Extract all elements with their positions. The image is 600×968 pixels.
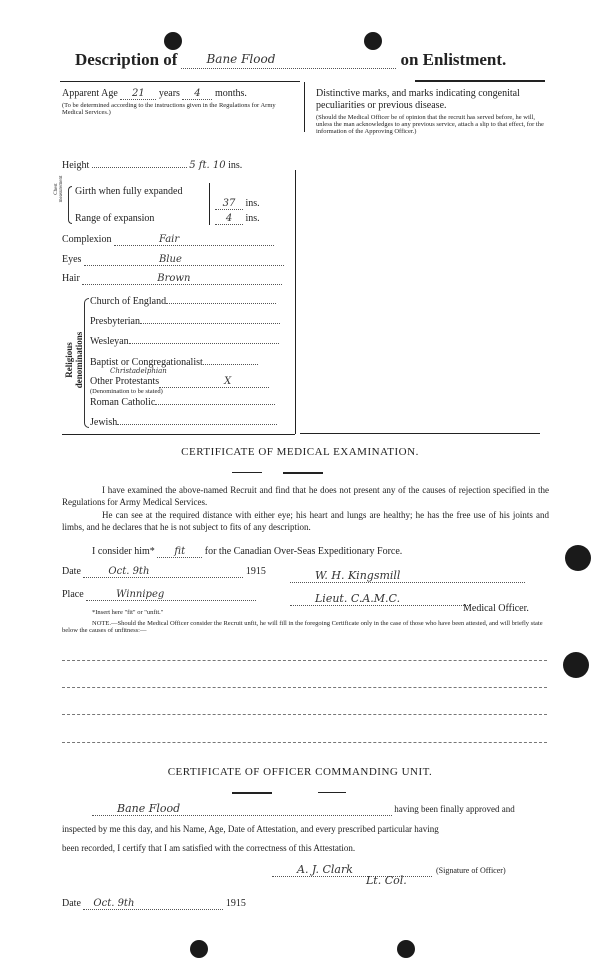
hair-row <box>62 273 292 285</box>
punch-hole <box>364 32 382 50</box>
height-value: 5 ft. 10 <box>189 160 226 171</box>
range-value-row <box>215 213 260 225</box>
commanding-line-1 <box>92 803 549 816</box>
unfitness-line <box>62 687 547 688</box>
fitness-value: fit <box>174 546 186 557</box>
religion-item <box>90 417 290 428</box>
eyes-row <box>62 254 292 266</box>
commanding-text-1: having been finally approved and <box>394 804 515 814</box>
religion-label: Church of England <box>90 296 167 307</box>
religion-label: Wesleyan <box>90 336 129 347</box>
complexion-label: Complexion <box>62 234 112 245</box>
religion-label: Baptist or Congregationalist <box>90 357 203 368</box>
complexion-value: Fair <box>158 234 180 245</box>
medical-date-row <box>62 566 266 578</box>
distinctive-marks-note: (Should the Medical Officer be of opinion that the recruit has served before, he will, unless the man acknowledges to any previous service, attach a slip to that effect, for the information of the Approving Officer.) <box>316 114 544 135</box>
date-label: Date <box>62 566 81 577</box>
religion-item: (Denomination to be stated) <box>90 388 163 395</box>
commanding-date-row <box>62 898 246 910</box>
hair-label: Hair <box>62 273 80 284</box>
age-label: Apparent Age <box>62 88 118 99</box>
religion-item <box>90 316 290 327</box>
medical-year: 1915 <box>245 566 266 577</box>
years-label: years <box>158 88 180 99</box>
unfitness-line <box>62 714 547 715</box>
height-unit: ins. <box>228 160 243 171</box>
girth-unit: ins. <box>245 198 260 209</box>
punch-hole <box>190 940 208 958</box>
commanding-year: 1915 <box>225 898 246 909</box>
age-months: 4 <box>194 88 201 99</box>
consider-row <box>92 546 402 558</box>
chest-side-label: Chest measurement <box>54 175 64 203</box>
unfitness-line <box>62 660 547 661</box>
punch-hole <box>397 940 415 958</box>
range-row <box>75 213 154 224</box>
commanding-officer-signature: A. J. Clark <box>272 863 432 877</box>
religion-label: Other Protestants <box>90 376 160 387</box>
medical-officer-rank: Lieut. C.A.M.C. <box>290 592 470 606</box>
hair-value: Brown <box>157 273 191 284</box>
eyes-label: Eyes <box>62 254 82 265</box>
religion-label: Jewish <box>90 417 118 428</box>
medical-para-1: I have examined the above-named Recruit and find that he does not present any of the causes of rejection specified in the Regulations for Army Medical Services. <box>62 485 549 507</box>
commanding-text-3: been recorded, I certify that I am satisfied with the correctness of this Attestation. <box>62 843 356 853</box>
age-row <box>62 88 297 100</box>
document-title <box>75 50 535 71</box>
place-label: Place <box>62 589 84 600</box>
religion-side-label: Religious denominations <box>64 331 84 389</box>
commanding-certificate-title: CERTIFICATE OF OFFICER COMMANDING UNIT. <box>167 766 433 778</box>
medical-note: NOTE.—Should the Medical Officer consider the Recruit unfit, he will fill in the foregoing Certificate only in the case of those who have been attested, and will briefly state below the causes of unfitness:— <box>62 620 543 634</box>
signature-label: (Signature of Officer) <box>436 866 506 875</box>
height-row <box>62 160 287 171</box>
height-label: Height <box>62 160 90 171</box>
girth-value-row <box>215 198 260 210</box>
medical-date: Oct. 9th <box>108 566 150 577</box>
medical-signature-line <box>290 566 530 584</box>
months-label: months. <box>214 88 247 99</box>
religion-annotation: Christadelphian <box>110 367 167 375</box>
medical-officer-signature: W. H. Kingsmill <box>290 569 525 583</box>
consider-prefix: I consider him* <box>92 546 155 557</box>
name-field <box>181 50 396 69</box>
punch-hole <box>565 545 591 571</box>
religion-item <box>90 296 290 307</box>
complexion-row <box>62 234 292 246</box>
religion-label: Roman Catholic <box>90 397 156 408</box>
commanding-date: Oct. 9th <box>93 898 135 909</box>
girth-label: Girth when fully expanded <box>75 186 183 197</box>
medical-place-row <box>62 589 256 601</box>
medical-place: Winnipeg <box>116 589 165 600</box>
commanding-text-2: inspected by me this day, and his Name, Age, Date of Attestation, and every prescribed particular having <box>62 824 439 834</box>
medical-officer-label: Medical Officer. <box>463 603 529 614</box>
date-label: Date <box>62 898 81 909</box>
recruit-name: Bane Flood <box>206 52 276 66</box>
title-prefix: Description of <box>75 50 178 69</box>
girth-row <box>75 186 205 198</box>
unfitness-line <box>62 742 547 743</box>
consider-suffix: for the Canadian Over-Seas Expeditionary Force. <box>204 546 403 557</box>
range-label: Range of expansion <box>75 213 155 224</box>
medical-certificate-title: CERTIFICATE OF MEDICAL EXAMINATION. <box>181 446 419 458</box>
medical-para-2: He can see at the required distance with either eye; his heart and lungs are healthy; he has the free use of his joints and limbs, and he declares that he is not subject to fits of any description. <box>62 510 549 532</box>
religion-item <box>90 397 290 408</box>
religion-item <box>90 376 290 388</box>
religion-item <box>90 336 290 347</box>
punch-hole <box>563 652 589 678</box>
distinctive-marks-label: Distinctive marks, and marks indicating congenital peculiarities or previous disease. <box>316 88 520 111</box>
title-suffix: on Enlistment. <box>400 50 507 69</box>
girth-value: 37 <box>222 198 236 209</box>
range-unit: ins. <box>245 213 260 224</box>
punch-hole <box>164 32 182 50</box>
commanding-recruit-name: Bane Flood <box>117 802 181 815</box>
age-note: (To be determined according to the instructions given in the Regulations for Army Medical Services.) <box>62 102 276 116</box>
medical-footnote: *Insert here "fit" or "unfit." <box>92 609 164 616</box>
commanding-officer-rank: Lt. Col. <box>366 874 407 887</box>
range-value: 4 <box>225 213 233 224</box>
age-years: 21 <box>131 88 145 99</box>
religion-label: Presbyterian <box>90 316 140 327</box>
eyes-value: Blue <box>158 254 182 265</box>
religion-mark: X <box>224 376 232 387</box>
